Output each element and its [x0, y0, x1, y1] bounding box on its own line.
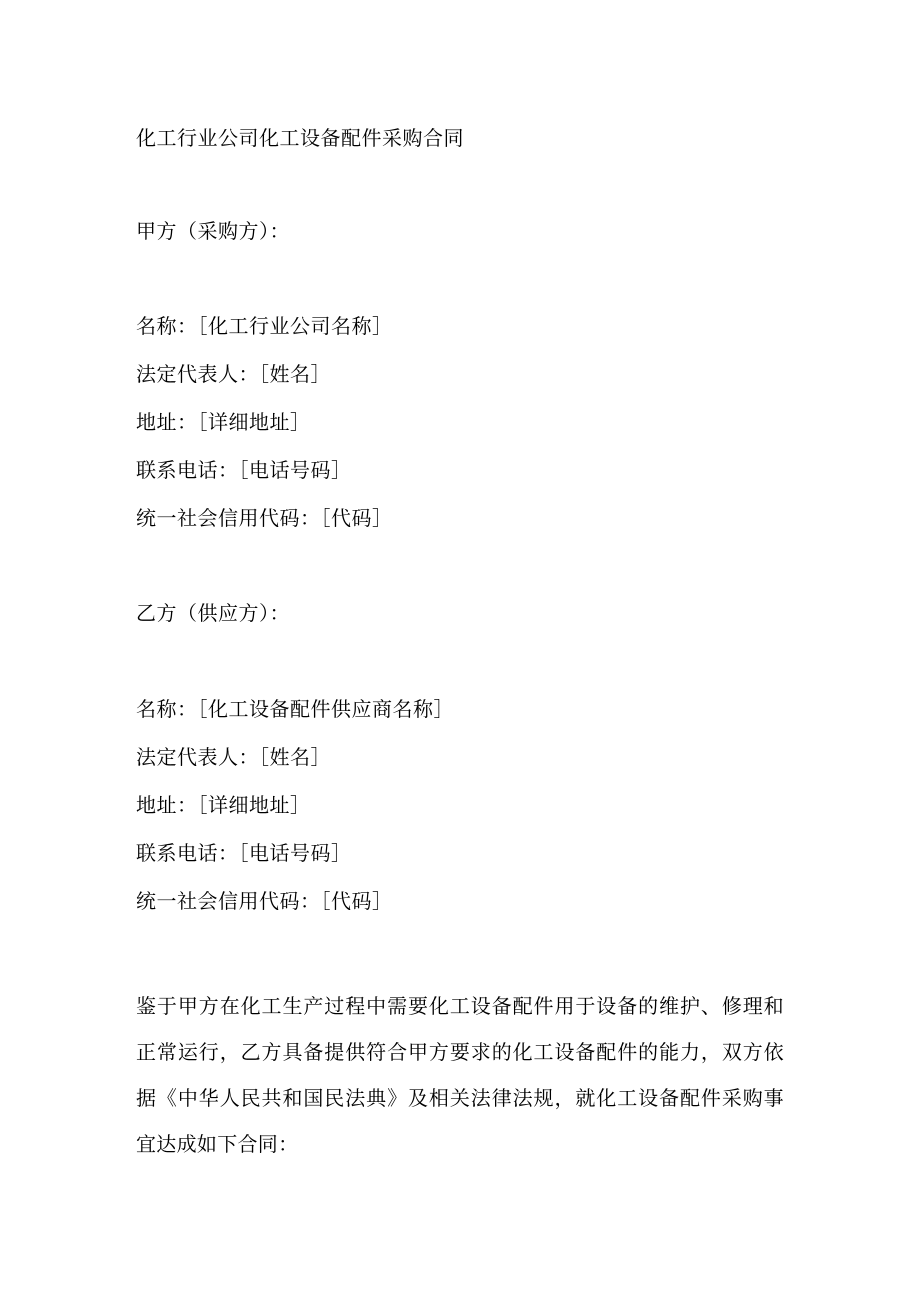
party-b-credit-code: 统一社会信用代码：［代码］: [136, 889, 393, 913]
party-b-phone: 联系电话：［电话号码］: [136, 841, 352, 865]
party-a-phone: 联系电话：［电话号码］: [136, 458, 352, 482]
party-b-name: 名称：［化工设备配件供应商名称］: [136, 697, 454, 721]
contract-preamble: 鉴于甲方在化工生产过程中需要化工设备配件用于设备的维护、修理和正常运行，乙方具备提供符合甲方要求的化工设备配件的能力，双方依据《中华人民共和国民法典》及相关法律法规，就化工设备配件采购事宜达成如下合同：: [136, 994, 784, 1156]
party-b-legal-rep: 法定代表人：［姓名］: [136, 745, 331, 769]
party-a-heading: 甲方（采购方）：: [136, 219, 290, 243]
party-a-legal-rep: 法定代表人：［姓名］: [136, 362, 331, 386]
document-title: 化工行业公司化工设备配件采购合同: [136, 126, 464, 150]
party-a-credit-code: 统一社会信用代码：［代码］: [136, 506, 393, 530]
party-b-address: 地址：［详细地址］: [136, 793, 311, 817]
party-b-heading: 乙方（供应方）：: [136, 601, 290, 625]
party-a-name: 名称：［化工行业公司名称］: [136, 314, 393, 338]
party-a-address: 地址：［详细地址］: [136, 410, 311, 434]
